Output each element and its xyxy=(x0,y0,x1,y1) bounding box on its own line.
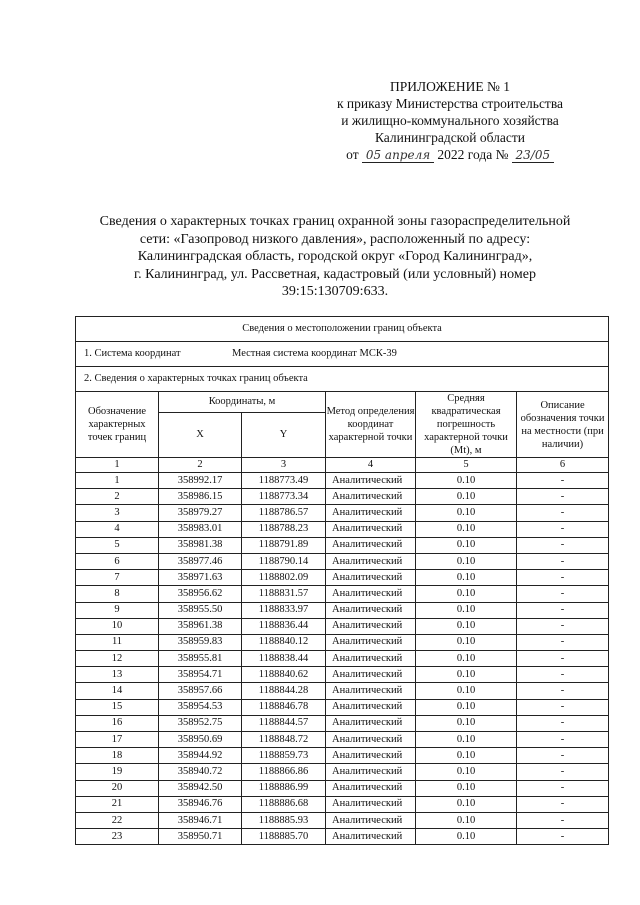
cell-coord-x: 358946.76 xyxy=(159,796,242,812)
column-number: 3 xyxy=(242,458,326,473)
cell-accuracy: 0.10 xyxy=(416,537,517,553)
cell-coord-y: 1188788.23 xyxy=(242,521,326,537)
cell-coord-y: 1188831.57 xyxy=(242,586,326,602)
cell-point-number: 11 xyxy=(76,634,159,650)
points-title: 2. Сведения о характерных точках границ объекта xyxy=(76,367,609,392)
handwritten-date: 05 апреля xyxy=(362,149,434,163)
table-row xyxy=(76,715,609,731)
cell-method: Аналитический xyxy=(326,667,416,683)
appendix-date-line xyxy=(300,146,600,163)
coord-system-value: Местная система координат МСК-39 xyxy=(232,348,397,359)
table-row xyxy=(76,489,609,505)
cell-description: - xyxy=(517,715,609,731)
cell-point-number: 18 xyxy=(76,748,159,764)
cell-coord-y: 1188844.57 xyxy=(242,715,326,731)
cell-coord-y: 1188846.78 xyxy=(242,699,326,715)
header-coordinates: Координаты, м xyxy=(159,392,326,413)
header-method: Метод определения координат характерной точки xyxy=(326,392,416,458)
cell-accuracy: 0.10 xyxy=(416,473,517,489)
cell-point-number: 7 xyxy=(76,570,159,586)
cell-coord-x: 358971.63 xyxy=(159,570,242,586)
cell-description: - xyxy=(517,732,609,748)
table-row xyxy=(76,699,609,715)
cell-coord-y: 1188844.28 xyxy=(242,683,326,699)
cell-coord-y: 1188886.99 xyxy=(242,780,326,796)
table-row xyxy=(76,553,609,569)
table-row xyxy=(76,602,609,618)
cell-method: Аналитический xyxy=(326,586,416,602)
cell-point-number: 1 xyxy=(76,473,159,489)
cell-coord-x: 358986.15 xyxy=(159,489,242,505)
column-number: 2 xyxy=(159,458,242,473)
date-prefix: от xyxy=(346,147,359,162)
header-description: Описание обозначения точки на местности (при наличии) xyxy=(517,392,609,458)
cell-coord-x: 358956.62 xyxy=(159,586,242,602)
cell-method: Аналитический xyxy=(326,699,416,715)
cell-accuracy: 0.10 xyxy=(416,764,517,780)
table-row xyxy=(76,780,609,796)
column-number: 4 xyxy=(326,458,416,473)
heading-line-2: сети: «Газопровод низкого давления», расположенный по адресу: xyxy=(139,231,531,247)
column-numbers-row xyxy=(76,458,609,473)
column-number: 1 xyxy=(76,458,159,473)
header-accuracy: Средняя квадратическая погрешность характерной точки (Mt), м xyxy=(416,392,517,458)
cell-coord-y: 1188866.86 xyxy=(242,764,326,780)
cell-coord-x: 358961.38 xyxy=(159,618,242,634)
cell-coord-x: 358957.66 xyxy=(159,683,242,699)
table-row xyxy=(76,618,609,634)
cell-point-number: 23 xyxy=(76,829,159,845)
cell-method: Аналитический xyxy=(326,829,416,845)
cell-coord-x: 358950.71 xyxy=(159,829,242,845)
cell-description: - xyxy=(517,651,609,667)
cell-coord-y: 1188838.44 xyxy=(242,651,326,667)
header-x: X xyxy=(159,412,242,457)
cell-method: Аналитический xyxy=(326,521,416,537)
cell-method: Аналитический xyxy=(326,764,416,780)
cell-point-number: 14 xyxy=(76,683,159,699)
cell-accuracy: 0.10 xyxy=(416,505,517,521)
cell-coord-x: 358977.46 xyxy=(159,553,242,569)
handwritten-number: 23/05 xyxy=(512,149,554,163)
cell-point-number: 19 xyxy=(76,764,159,780)
header-designation: Обозначение характерных точек границ xyxy=(76,392,159,458)
cell-accuracy: 0.10 xyxy=(416,602,517,618)
cell-accuracy: 0.10 xyxy=(416,829,517,845)
table-row xyxy=(76,829,609,845)
cell-description: - xyxy=(517,796,609,812)
cell-point-number: 22 xyxy=(76,812,159,828)
boundary-points-table xyxy=(75,316,609,845)
cell-description: - xyxy=(517,586,609,602)
column-number: 6 xyxy=(517,458,609,473)
column-number: 5 xyxy=(416,458,517,473)
cell-description: - xyxy=(517,489,609,505)
cell-description: - xyxy=(517,505,609,521)
cell-accuracy: 0.10 xyxy=(416,812,517,828)
cell-accuracy: 0.10 xyxy=(416,570,517,586)
document-heading xyxy=(60,213,610,301)
table-row xyxy=(76,796,609,812)
cell-description: - xyxy=(517,764,609,780)
cell-point-number: 10 xyxy=(76,618,159,634)
cell-coord-x: 358954.53 xyxy=(159,699,242,715)
cell-description: - xyxy=(517,521,609,537)
cell-method: Аналитический xyxy=(326,505,416,521)
cell-method: Аналитический xyxy=(326,489,416,505)
cell-description: - xyxy=(517,780,609,796)
cell-coord-y: 1188833.97 xyxy=(242,602,326,618)
table-row xyxy=(76,651,609,667)
cell-description: - xyxy=(517,553,609,569)
table-row xyxy=(76,764,609,780)
cell-coord-y: 1188790.14 xyxy=(242,553,326,569)
cell-point-number: 13 xyxy=(76,667,159,683)
cell-method: Аналитический xyxy=(326,780,416,796)
cell-coord-y: 1188886.68 xyxy=(242,796,326,812)
table-row xyxy=(76,812,609,828)
cell-method: Аналитический xyxy=(326,473,416,489)
cell-coord-y: 1188885.70 xyxy=(242,829,326,845)
cell-accuracy: 0.10 xyxy=(416,586,517,602)
cell-description: - xyxy=(517,618,609,634)
cell-description: - xyxy=(517,683,609,699)
cell-coord-y: 1188836.44 xyxy=(242,618,326,634)
cell-coord-y: 1188802.09 xyxy=(242,570,326,586)
table-row xyxy=(76,537,609,553)
cell-coord-x: 358944.92 xyxy=(159,748,242,764)
cell-description: - xyxy=(517,537,609,553)
cell-coord-x: 358946.71 xyxy=(159,812,242,828)
appendix-line-1: к приказу Министерства строительства xyxy=(336,96,564,111)
cell-coord-y: 1188773.34 xyxy=(242,489,326,505)
cell-accuracy: 0.10 xyxy=(416,780,517,796)
cell-coord-x: 358954.71 xyxy=(159,667,242,683)
cell-description: - xyxy=(517,570,609,586)
cell-accuracy: 0.10 xyxy=(416,699,517,715)
cell-method: Аналитический xyxy=(326,651,416,667)
cell-coord-y: 1188885.93 xyxy=(242,812,326,828)
cell-method: Аналитический xyxy=(326,748,416,764)
table-row xyxy=(76,570,609,586)
cell-coord-y: 1188786.57 xyxy=(242,505,326,521)
cell-point-number: 6 xyxy=(76,553,159,569)
cell-coord-x: 358942.50 xyxy=(159,780,242,796)
cell-description: - xyxy=(517,748,609,764)
table-row xyxy=(76,505,609,521)
cell-coord-x: 358952.75 xyxy=(159,715,242,731)
cell-coord-x: 358959.83 xyxy=(159,634,242,650)
appendix-line-3: Калининградской области xyxy=(374,130,526,145)
table-row xyxy=(76,683,609,699)
cell-point-number: 15 xyxy=(76,699,159,715)
date-suffix: 2022 года № xyxy=(437,147,509,162)
cell-accuracy: 0.10 xyxy=(416,796,517,812)
cell-method: Аналитический xyxy=(326,796,416,812)
cell-method: Аналитический xyxy=(326,537,416,553)
cell-method: Аналитический xyxy=(326,570,416,586)
cell-point-number: 2 xyxy=(76,489,159,505)
cell-coord-x: 358940.72 xyxy=(159,764,242,780)
cell-coord-x: 358955.50 xyxy=(159,602,242,618)
cell-coord-y: 1188840.12 xyxy=(242,634,326,650)
cell-coord-x: 358981.38 xyxy=(159,537,242,553)
cell-method: Аналитический xyxy=(326,683,416,699)
heading-line-1: Сведения о характерных точках границ охранной зоны газораспределительной xyxy=(99,214,571,229)
table-row xyxy=(76,521,609,537)
cell-accuracy: 0.10 xyxy=(416,553,517,569)
header-y: Y xyxy=(242,412,326,457)
cell-coord-x: 358983.01 xyxy=(159,521,242,537)
cell-method: Аналитический xyxy=(326,634,416,650)
cell-coord-y: 1188859.73 xyxy=(242,748,326,764)
cell-description: - xyxy=(517,602,609,618)
cell-point-number: 16 xyxy=(76,715,159,731)
cell-coord-x: 358950.69 xyxy=(159,732,242,748)
cell-accuracy: 0.10 xyxy=(416,748,517,764)
cell-method: Аналитический xyxy=(326,602,416,618)
cell-coord-x: 358955.81 xyxy=(159,651,242,667)
cell-point-number: 20 xyxy=(76,780,159,796)
cell-point-number: 17 xyxy=(76,732,159,748)
cell-point-number: 21 xyxy=(76,796,159,812)
table-row xyxy=(76,667,609,683)
cell-point-number: 12 xyxy=(76,651,159,667)
table-row xyxy=(76,586,609,602)
cell-coord-y: 1188840.62 xyxy=(242,667,326,683)
appendix-title: ПРИЛОЖЕНИЕ № 1 xyxy=(389,79,511,94)
cell-accuracy: 0.10 xyxy=(416,667,517,683)
cell-accuracy: 0.10 xyxy=(416,618,517,634)
cell-accuracy: 0.10 xyxy=(416,521,517,537)
cell-accuracy: 0.10 xyxy=(416,634,517,650)
cell-coord-y: 1188773.49 xyxy=(242,473,326,489)
cell-coord-x: 358979.27 xyxy=(159,505,242,521)
coord-system-row xyxy=(76,342,609,367)
table-row xyxy=(76,732,609,748)
cell-coord-x: 358992.17 xyxy=(159,473,242,489)
cell-description: - xyxy=(517,473,609,489)
heading-line-3: Калининградская область, городской округ «Город Калининград», xyxy=(137,249,533,264)
cell-method: Аналитический xyxy=(326,732,416,748)
cell-method: Аналитический xyxy=(326,812,416,828)
cell-accuracy: 0.10 xyxy=(416,683,517,699)
cell-point-number: 4 xyxy=(76,521,159,537)
cell-description: - xyxy=(517,634,609,650)
cell-coord-y: 1188848.72 xyxy=(242,732,326,748)
cell-point-number: 9 xyxy=(76,602,159,618)
table-row xyxy=(76,473,609,489)
cell-accuracy: 0.10 xyxy=(416,651,517,667)
cell-method: Аналитический xyxy=(326,715,416,731)
cell-accuracy: 0.10 xyxy=(416,732,517,748)
coord-system-label: 1. Система координат xyxy=(84,348,181,359)
cell-point-number: 5 xyxy=(76,537,159,553)
section-title: Сведения о местоположении границ объекта xyxy=(76,317,609,342)
cell-description: - xyxy=(517,829,609,845)
cell-description: - xyxy=(517,699,609,715)
table-row xyxy=(76,634,609,650)
heading-line-5: 39:15:130709:633. xyxy=(281,284,389,299)
table-row xyxy=(76,748,609,764)
appendix-line-2: и жилищно-коммунального хозяйства xyxy=(341,113,559,128)
cell-coord-y: 1188791.89 xyxy=(242,537,326,553)
appendix-block xyxy=(300,78,600,163)
cell-description: - xyxy=(517,667,609,683)
heading-line-4: г. Калининград, ул. Рассветная, кадастровый (или условный) номер xyxy=(134,266,536,282)
cell-description: - xyxy=(517,812,609,828)
cell-method: Аналитический xyxy=(326,618,416,634)
cell-point-number: 3 xyxy=(76,505,159,521)
cell-accuracy: 0.10 xyxy=(416,489,517,505)
cell-point-number: 8 xyxy=(76,586,159,602)
cell-method: Аналитический xyxy=(326,553,416,569)
cell-accuracy: 0.10 xyxy=(416,715,517,731)
